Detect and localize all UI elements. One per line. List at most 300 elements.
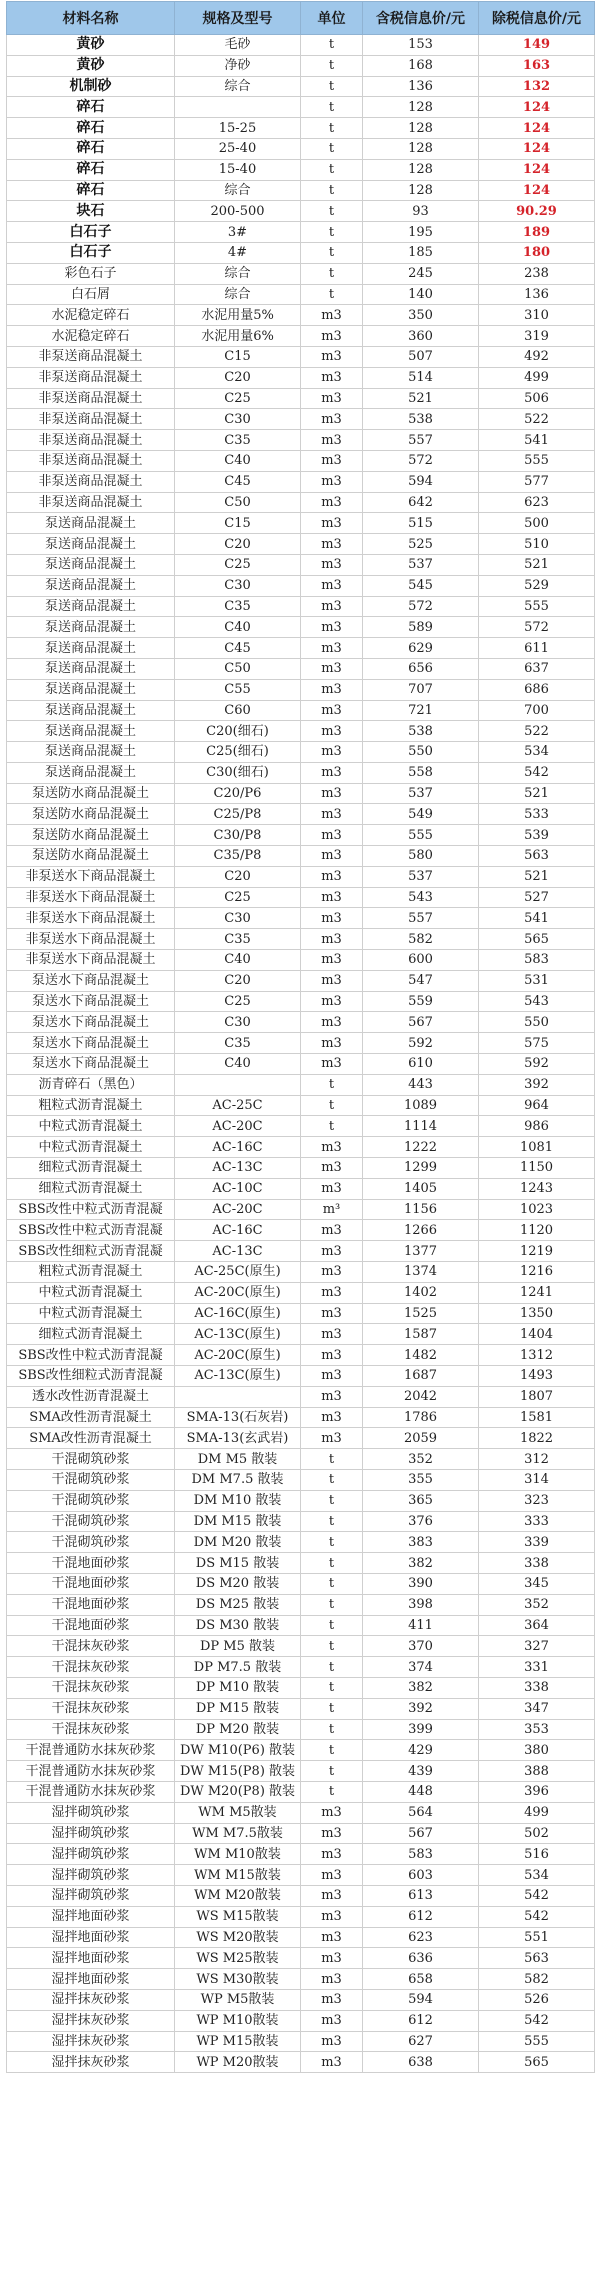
- spec-cell: WP M15散装: [175, 2031, 301, 2052]
- material-name-cell: 泵送防水商品混凝土: [7, 804, 175, 825]
- material-name-cell: 干混抹灰砂浆: [7, 1719, 175, 1740]
- unit-cell: m3: [301, 825, 363, 846]
- price-without-tax-cell: 637: [479, 658, 595, 679]
- spec-cell: AC-20C: [175, 1116, 301, 1137]
- material-name-cell: 彩色石子: [7, 263, 175, 284]
- price-with-tax-cell: 1525: [363, 1303, 479, 1324]
- material-name-cell: 黄砂: [7, 55, 175, 76]
- material-name-cell: 干混地面砂浆: [7, 1594, 175, 1615]
- unit-cell: m3: [301, 471, 363, 492]
- price-with-tax-cell: 721: [363, 700, 479, 721]
- price-with-tax-cell: 448: [363, 1781, 479, 1802]
- price-without-tax-cell: 124: [479, 159, 595, 180]
- price-with-tax-cell: 564: [363, 1802, 479, 1823]
- price-with-tax-cell: 707: [363, 679, 479, 700]
- table-row: [7, 1303, 595, 1324]
- price-without-tax-cell: 339: [479, 1532, 595, 1553]
- spec-cell: 15-40: [175, 159, 301, 180]
- price-with-tax-cell: 1786: [363, 1407, 479, 1428]
- price-without-tax-cell: 492: [479, 346, 595, 367]
- unit-cell: m3: [301, 1158, 363, 1179]
- material-name-cell: 干混地面砂浆: [7, 1615, 175, 1636]
- material-name-cell: 湿拌抹灰砂浆: [7, 2010, 175, 2031]
- unit-cell: m3: [301, 1948, 363, 1969]
- material-name-cell: 干混抹灰砂浆: [7, 1698, 175, 1719]
- spec-cell: WM M10散装: [175, 1844, 301, 1865]
- spec-cell: [175, 97, 301, 118]
- table-row: [7, 866, 595, 887]
- table-row: [7, 1469, 595, 1490]
- price-without-tax-cell: 1243: [479, 1178, 595, 1199]
- price-with-tax-cell: 558: [363, 762, 479, 783]
- material-name-cell: 泵送防水商品混凝土: [7, 846, 175, 867]
- table-row: [7, 658, 595, 679]
- price-without-tax-cell: 345: [479, 1573, 595, 1594]
- material-name-cell: 细粒式沥青混凝土: [7, 1158, 175, 1179]
- unit-cell: t: [301, 1469, 363, 1490]
- price-without-tax-cell: 534: [479, 742, 595, 763]
- price-without-tax-cell: 1350: [479, 1303, 595, 1324]
- unit-cell: m3: [301, 1989, 363, 2010]
- price-with-tax-cell: 1402: [363, 1282, 479, 1303]
- spec-cell: C30: [175, 908, 301, 929]
- price-with-tax-cell: 567: [363, 1012, 479, 1033]
- price-with-tax-cell: 383: [363, 1532, 479, 1553]
- unit-cell: m3: [301, 617, 363, 638]
- spec-cell: AC-13C(原生): [175, 1324, 301, 1345]
- table-row: [7, 492, 595, 513]
- price-without-tax-cell: 522: [479, 721, 595, 742]
- spec-cell: C35: [175, 596, 301, 617]
- material-name-cell: 非泵送水下商品混凝土: [7, 929, 175, 950]
- price-without-tax-cell: 526: [479, 1989, 595, 2010]
- material-name-cell: 湿拌抹灰砂浆: [7, 1989, 175, 2010]
- price-without-tax-cell: 1312: [479, 1345, 595, 1366]
- spec-cell: C40: [175, 617, 301, 638]
- unit-cell: m3: [301, 1802, 363, 1823]
- price-without-tax-cell: 583: [479, 950, 595, 971]
- price-with-tax-cell: 656: [363, 658, 479, 679]
- material-name-cell: 透水改性沥青混凝土: [7, 1386, 175, 1407]
- table-row: [7, 534, 595, 555]
- table-row: [7, 180, 595, 201]
- material-name-cell: 泵送水下商品混凝土: [7, 1054, 175, 1075]
- spec-cell: WP M10散装: [175, 2010, 301, 2031]
- unit-cell: t: [301, 1740, 363, 1761]
- table-row: [7, 242, 595, 263]
- spec-cell: DM M5 散装: [175, 1449, 301, 1470]
- price-without-tax-cell: 132: [479, 76, 595, 97]
- spec-cell: 综合: [175, 180, 301, 201]
- unit-cell: m3: [301, 908, 363, 929]
- spec-cell: C30: [175, 575, 301, 596]
- price-with-tax-cell: 612: [363, 2010, 479, 2031]
- spec-cell: 200-500: [175, 201, 301, 222]
- price-without-tax-cell: 550: [479, 1012, 595, 1033]
- price-with-tax-cell: 636: [363, 1948, 479, 1969]
- unit-cell: t: [301, 159, 363, 180]
- spec-cell: C20: [175, 367, 301, 388]
- material-name-cell: 干混普通防水抹灰砂浆: [7, 1781, 175, 1802]
- unit-cell: m3: [301, 2031, 363, 2052]
- table-row: [7, 1657, 595, 1678]
- price-with-tax-cell: 627: [363, 2031, 479, 2052]
- unit-cell: m3: [301, 762, 363, 783]
- table-row: [7, 721, 595, 742]
- material-name-cell: 泵送商品混凝土: [7, 679, 175, 700]
- price-with-tax-cell: 355: [363, 1469, 479, 1490]
- material-name-cell: 泵送商品混凝土: [7, 617, 175, 638]
- price-without-tax-cell: 577: [479, 471, 595, 492]
- spec-cell: C25/P8: [175, 804, 301, 825]
- price-without-tax-cell: 572: [479, 617, 595, 638]
- table-row: [7, 1927, 595, 1948]
- price-without-tax-cell: 686: [479, 679, 595, 700]
- table-row: [7, 1199, 595, 1220]
- material-name-cell: 块石: [7, 201, 175, 222]
- price-without-tax-cell: 333: [479, 1511, 595, 1532]
- table-row: [7, 2052, 595, 2073]
- table-body: [7, 35, 595, 2073]
- material-name-cell: 非泵送水下商品混凝土: [7, 950, 175, 971]
- unit-cell: m3: [301, 638, 363, 659]
- material-name-cell: 泵送防水商品混凝土: [7, 825, 175, 846]
- price-with-tax-cell: 515: [363, 513, 479, 534]
- spec-cell: AC-20C(原生): [175, 1282, 301, 1303]
- unit-cell: t: [301, 1573, 363, 1594]
- spec-cell: 4#: [175, 242, 301, 263]
- material-name-cell: 湿拌砌筑砂浆: [7, 1865, 175, 1886]
- price-with-tax-cell: 549: [363, 804, 479, 825]
- price-with-tax-cell: 594: [363, 471, 479, 492]
- spec-cell: WS M20散装: [175, 1927, 301, 1948]
- table-row: [7, 1885, 595, 1906]
- spec-cell: [175, 1074, 301, 1095]
- table-row: [7, 326, 595, 347]
- unit-cell: m3: [301, 492, 363, 513]
- spec-cell: DM M7.5 散装: [175, 1469, 301, 1490]
- material-name-cell: SBS改性细粒式沥青混凝: [7, 1366, 175, 1387]
- spec-cell: C45: [175, 471, 301, 492]
- price-with-tax-cell: 1374: [363, 1262, 479, 1283]
- material-name-cell: 非泵送水下商品混凝土: [7, 908, 175, 929]
- material-name-cell: 泵送水下商品混凝土: [7, 991, 175, 1012]
- table-row: [7, 887, 595, 908]
- spec-cell: WS M25散装: [175, 1948, 301, 1969]
- material-name-cell: 非泵送商品混凝土: [7, 388, 175, 409]
- spec-cell: AC-16C(原生): [175, 1303, 301, 1324]
- table-row: [7, 1449, 595, 1470]
- price-with-tax-cell: 1222: [363, 1137, 479, 1158]
- material-name-cell: 黄砂: [7, 35, 175, 56]
- price-without-tax-cell: 238: [479, 263, 595, 284]
- material-name-cell: 泵送商品混凝土: [7, 554, 175, 575]
- table-row: [7, 950, 595, 971]
- price-with-tax-cell: 572: [363, 596, 479, 617]
- table-row: [7, 430, 595, 451]
- table-row: [7, 1490, 595, 1511]
- unit-cell: m3: [301, 1865, 363, 1886]
- price-with-tax-cell: 376: [363, 1511, 479, 1532]
- price-with-tax-cell: 567: [363, 1823, 479, 1844]
- price-with-tax-cell: 365: [363, 1490, 479, 1511]
- table-row: [7, 1532, 595, 1553]
- table-row: [7, 1033, 595, 1054]
- table-row: [7, 305, 595, 326]
- unit-cell: m3: [301, 1407, 363, 1428]
- price-with-tax-cell: 592: [363, 1033, 479, 1054]
- spec-cell: C15: [175, 346, 301, 367]
- price-without-tax-cell: 1822: [479, 1428, 595, 1449]
- material-name-cell: 湿拌砌筑砂浆: [7, 1823, 175, 1844]
- unit-cell: t: [301, 76, 363, 97]
- price-with-tax-cell: 559: [363, 991, 479, 1012]
- table-row: [7, 1511, 595, 1532]
- material-name-cell: 干混砌筑砂浆: [7, 1449, 175, 1470]
- price-without-tax-cell: 541: [479, 908, 595, 929]
- unit-cell: t: [301, 1553, 363, 1574]
- price-without-tax-cell: 310: [479, 305, 595, 326]
- header-unit: 单位: [301, 2, 363, 35]
- table-row: [7, 2010, 595, 2031]
- material-name-cell: 泵送商品混凝土: [7, 721, 175, 742]
- table-row: [7, 1573, 595, 1594]
- spec-cell: 水泥用量6%: [175, 326, 301, 347]
- price-without-tax-cell: 533: [479, 804, 595, 825]
- price-with-tax-cell: 1266: [363, 1220, 479, 1241]
- spec-cell: DP M10 散装: [175, 1677, 301, 1698]
- spec-cell: DP M20 散装: [175, 1719, 301, 1740]
- table-row: [7, 1698, 595, 1719]
- material-name-cell: 非泵送商品混凝土: [7, 450, 175, 471]
- table-row: [7, 762, 595, 783]
- unit-cell: t: [301, 180, 363, 201]
- unit-cell: m3: [301, 1428, 363, 1449]
- material-name-cell: SBS改性细粒式沥青混凝: [7, 1241, 175, 1262]
- price-with-tax-cell: 2042: [363, 1386, 479, 1407]
- unit-cell: m3: [301, 1012, 363, 1033]
- unit-cell: m3: [301, 388, 363, 409]
- price-with-tax-cell: 557: [363, 908, 479, 929]
- price-without-tax-cell: 522: [479, 409, 595, 430]
- table-row: [7, 1906, 595, 1927]
- price-without-tax-cell: 1807: [479, 1386, 595, 1407]
- price-with-tax-cell: 613: [363, 1885, 479, 1906]
- material-name-cell: 泵送商品混凝土: [7, 658, 175, 679]
- price-with-tax-cell: 1156: [363, 1199, 479, 1220]
- table-row: [7, 1615, 595, 1636]
- table-row: [7, 1740, 595, 1761]
- material-name-cell: 粗粒式沥青混凝土: [7, 1095, 175, 1116]
- table-row: [7, 471, 595, 492]
- table-row: [7, 2031, 595, 2052]
- unit-cell: m3: [301, 1282, 363, 1303]
- unit-cell: t: [301, 201, 363, 222]
- material-name-cell: 干混普通防水抹灰砂浆: [7, 1740, 175, 1761]
- material-name-cell: 泵送水下商品混凝土: [7, 970, 175, 991]
- price-without-tax-cell: 338: [479, 1553, 595, 1574]
- spec-cell: 综合: [175, 284, 301, 305]
- price-with-tax-cell: 382: [363, 1677, 479, 1698]
- price-without-tax-cell: 531: [479, 970, 595, 991]
- material-name-cell: 湿拌砌筑砂浆: [7, 1844, 175, 1865]
- table-row: [7, 388, 595, 409]
- price-without-tax-cell: 506: [479, 388, 595, 409]
- unit-cell: m3: [301, 430, 363, 451]
- price-without-tax-cell: 124: [479, 138, 595, 159]
- price-with-tax-cell: 537: [363, 554, 479, 575]
- price-without-tax-cell: 521: [479, 554, 595, 575]
- price-without-tax-cell: 189: [479, 222, 595, 243]
- price-without-tax-cell: 388: [479, 1761, 595, 1782]
- table-row: [7, 617, 595, 638]
- spec-cell: 3#: [175, 222, 301, 243]
- material-name-cell: 白石子: [7, 242, 175, 263]
- price-without-tax-cell: 543: [479, 991, 595, 1012]
- spec-cell: WM M7.5散装: [175, 1823, 301, 1844]
- unit-cell: m3: [301, 1241, 363, 1262]
- unit-cell: m3: [301, 950, 363, 971]
- unit-cell: m3: [301, 596, 363, 617]
- price-without-tax-cell: 180: [479, 242, 595, 263]
- spec-cell: DS M30 散装: [175, 1615, 301, 1636]
- unit-cell: t: [301, 1781, 363, 1802]
- price-with-tax-cell: 128: [363, 180, 479, 201]
- unit-cell: m3: [301, 534, 363, 555]
- price-without-tax-cell: 124: [479, 180, 595, 201]
- price-with-tax-cell: 1405: [363, 1178, 479, 1199]
- unit-cell: t: [301, 1449, 363, 1470]
- price-without-tax-cell: 396: [479, 1781, 595, 1802]
- price-without-tax-cell: 90.29: [479, 201, 595, 222]
- material-name-cell: 泵送防水商品混凝土: [7, 783, 175, 804]
- spec-cell: WS M30散装: [175, 1969, 301, 1990]
- price-with-tax-cell: 623: [363, 1927, 479, 1948]
- price-with-tax-cell: 93: [363, 201, 479, 222]
- table-row: [7, 1345, 595, 1366]
- unit-cell: m3: [301, 929, 363, 950]
- price-with-tax-cell: 589: [363, 617, 479, 638]
- material-name-cell: 非泵送商品混凝土: [7, 492, 175, 513]
- material-name-cell: 泵送商品混凝土: [7, 596, 175, 617]
- price-with-tax-cell: 2059: [363, 1428, 479, 1449]
- table-row: [7, 1158, 595, 1179]
- price-with-tax-cell: 600: [363, 950, 479, 971]
- price-with-tax-cell: 583: [363, 1844, 479, 1865]
- price-with-tax-cell: 638: [363, 2052, 479, 2073]
- price-without-tax-cell: 1493: [479, 1366, 595, 1387]
- price-without-tax-cell: 319: [479, 326, 595, 347]
- material-name-cell: 碎石: [7, 97, 175, 118]
- spec-cell: C25: [175, 887, 301, 908]
- material-name-cell: SMA改性沥青混凝土: [7, 1428, 175, 1449]
- spec-cell: AC-20C(原生): [175, 1345, 301, 1366]
- unit-cell: t: [301, 1657, 363, 1678]
- spec-cell: C20: [175, 970, 301, 991]
- spec-cell: DP M5 散装: [175, 1636, 301, 1657]
- material-name-cell: 干混地面砂浆: [7, 1553, 175, 1574]
- price-without-tax-cell: 1219: [479, 1241, 595, 1262]
- price-with-tax-cell: 399: [363, 1719, 479, 1740]
- spec-cell: 25-40: [175, 138, 301, 159]
- spec-cell: DW M10(P6) 散装: [175, 1740, 301, 1761]
- price-with-tax-cell: 128: [363, 118, 479, 139]
- unit-cell: m3: [301, 1137, 363, 1158]
- table-row: [7, 1636, 595, 1657]
- price-without-tax-cell: 521: [479, 783, 595, 804]
- spec-cell: DP M15 散装: [175, 1698, 301, 1719]
- spec-cell: C40: [175, 450, 301, 471]
- spec-cell: AC-13C: [175, 1158, 301, 1179]
- price-without-tax-cell: 529: [479, 575, 595, 596]
- spec-cell: DM M15 散装: [175, 1511, 301, 1532]
- unit-cell: m3: [301, 1033, 363, 1054]
- material-name-cell: 干混普通防水抹灰砂浆: [7, 1761, 175, 1782]
- table-row: [7, 1386, 595, 1407]
- spec-cell: DS M25 散装: [175, 1594, 301, 1615]
- unit-cell: t: [301, 35, 363, 56]
- unit-cell: m³: [301, 1199, 363, 1220]
- material-name-cell: 中粒式沥青混凝土: [7, 1116, 175, 1137]
- spec-cell: AC-25C(原生): [175, 1262, 301, 1283]
- table-row: [7, 201, 595, 222]
- unit-cell: m3: [301, 1844, 363, 1865]
- unit-cell: m3: [301, 305, 363, 326]
- price-without-tax-cell: 592: [479, 1054, 595, 1075]
- spec-cell: DW M20(P8) 散装: [175, 1781, 301, 1802]
- header-price-with-tax: 含税信息价/元: [363, 2, 479, 35]
- material-name-cell: 机制砂: [7, 76, 175, 97]
- material-name-cell: 泵送商品混凝土: [7, 762, 175, 783]
- price-without-tax-cell: 551: [479, 1927, 595, 1948]
- spec-cell: DM M10 散装: [175, 1490, 301, 1511]
- table-row: [7, 1054, 595, 1075]
- price-with-tax-cell: 547: [363, 970, 479, 991]
- table-row: [7, 1012, 595, 1033]
- price-without-tax-cell: 353: [479, 1719, 595, 1740]
- price-without-tax-cell: 331: [479, 1657, 595, 1678]
- price-without-tax-cell: 611: [479, 638, 595, 659]
- table-row: [7, 1781, 595, 1802]
- price-with-tax-cell: 580: [363, 846, 479, 867]
- unit-cell: m3: [301, 804, 363, 825]
- spec-cell: C20: [175, 866, 301, 887]
- material-name-cell: 非泵送商品混凝土: [7, 346, 175, 367]
- material-name-cell: 沥青碎石（黑色）: [7, 1074, 175, 1095]
- price-without-tax-cell: 1216: [479, 1262, 595, 1283]
- table-row: [7, 97, 595, 118]
- unit-cell: m3: [301, 1262, 363, 1283]
- material-name-cell: 非泵送水下商品混凝土: [7, 866, 175, 887]
- unit-cell: m3: [301, 1366, 363, 1387]
- price-without-tax-cell: 623: [479, 492, 595, 513]
- table-row: [7, 1719, 595, 1740]
- spec-cell: C40: [175, 1054, 301, 1075]
- price-with-tax-cell: 136: [363, 76, 479, 97]
- price-with-tax-cell: 538: [363, 721, 479, 742]
- table-row: [7, 596, 595, 617]
- spec-cell: C50: [175, 492, 301, 513]
- price-with-tax-cell: 429: [363, 1740, 479, 1761]
- unit-cell: m3: [301, 1969, 363, 1990]
- spec-cell: C30/P8: [175, 825, 301, 846]
- unit-cell: t: [301, 1636, 363, 1657]
- price-without-tax-cell: 1120: [479, 1220, 595, 1241]
- spec-cell: DS M15 散装: [175, 1553, 301, 1574]
- spec-cell: AC-13C: [175, 1241, 301, 1262]
- table-row: [7, 1428, 595, 1449]
- table-row: [7, 783, 595, 804]
